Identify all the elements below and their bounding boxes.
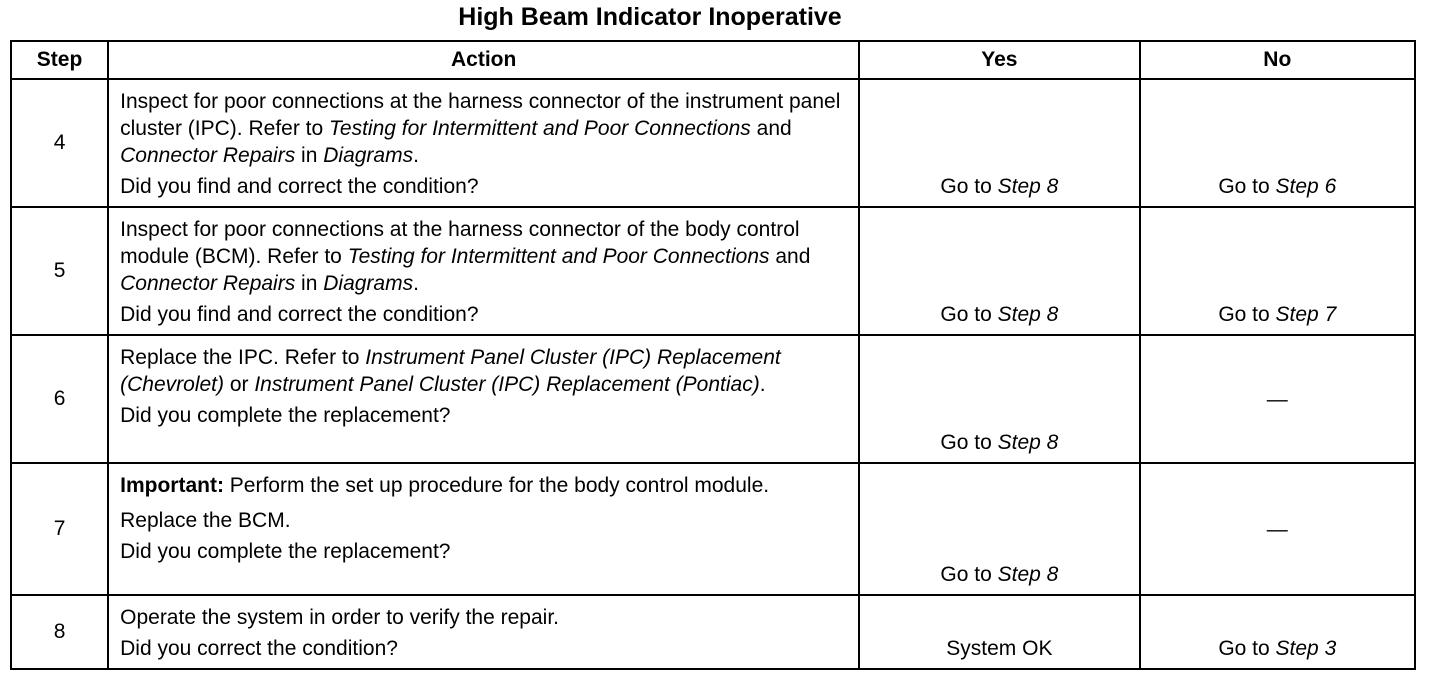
reference-link[interactable]: Testing for Intermittent and Poor Connections [347, 245, 770, 268]
action-cell [108, 335, 859, 463]
step-reference[interactable]: Step 7 [1275, 303, 1337, 326]
table-row [11, 595, 1415, 669]
step-number: 8 [11, 595, 108, 669]
step-reference[interactable]: Step 8 [997, 303, 1059, 326]
no-cell: — [1140, 335, 1415, 463]
header-action: Action [108, 41, 859, 79]
no-cell[interactable]: Go to Step 3 [1140, 595, 1415, 669]
step-number: 4 [11, 79, 108, 207]
reference-link[interactable]: Instrument Panel Cluster (IPC) Replacement (Chevrolet) [120, 346, 781, 396]
action-text: Replace the BCM. [120, 509, 291, 532]
reference-link[interactable]: Instrument Panel Cluster (IPC) Replacement (Pontiac) [254, 373, 760, 396]
action-question: Did you complete the replacement? [120, 404, 451, 427]
header-step: Step [11, 41, 108, 79]
yes-cell[interactable]: Go to Step 8 [859, 207, 1139, 335]
action-question: Did you find and correct the condition? [120, 175, 479, 198]
reference-link[interactable]: Diagrams [323, 144, 414, 167]
diagnostic-table [10, 40, 1416, 670]
yes-cell[interactable]: Go to Step 8 [859, 463, 1139, 595]
action-question: Did you complete the replacement? [120, 540, 451, 563]
action-cell [108, 207, 859, 335]
table-row [11, 79, 1415, 207]
step-reference[interactable]: Step 8 [997, 563, 1059, 586]
action-text: Replace the IPC. Refer to Instrument Panel Cluster (IPC) Replacement (Chevrolet) or Instrument Panel Cluster (IPC) Replacement (Pontiac). [120, 346, 781, 396]
action-question: Did you correct the condition? [120, 637, 398, 660]
reference-link[interactable]: Connector Repairs [120, 144, 296, 167]
header-no: No [1140, 41, 1415, 79]
important-label: Important: [120, 474, 224, 497]
step-number: 6 [11, 335, 108, 463]
table-header-row [11, 41, 1415, 79]
step-reference[interactable]: Step 6 [1275, 175, 1337, 198]
action-text: Operate the system in order to verify the repair. [120, 606, 559, 629]
table-row [11, 207, 1415, 335]
step-number: 7 [11, 463, 108, 595]
no-cell: — [1140, 463, 1415, 595]
step-number: 5 [11, 207, 108, 335]
yes-cell[interactable]: Go to Step 8 [859, 335, 1139, 463]
no-cell[interactable]: Go to Step 6 [1140, 79, 1415, 207]
action-cell [108, 79, 859, 207]
header-yes: Yes [859, 41, 1139, 79]
action-text: Inspect for poor connections at the harness connector of the body control module (BCM). Refer to Testing for Intermittent and Poor Connections and Connector Repairs in Diagrams. [120, 218, 811, 295]
step-reference[interactable]: Step 3 [1275, 637, 1337, 660]
reference-link[interactable]: Connector Repairs [120, 272, 296, 295]
page-title: High Beam Indicator Inoperative [458, 3, 842, 31]
table-row [11, 335, 1415, 463]
reference-link[interactable]: Testing for Intermittent and Poor Connections [329, 117, 751, 140]
yes-cell: System OK [859, 595, 1139, 669]
yes-cell[interactable]: Go to Step 8 [859, 79, 1139, 207]
action-cell [108, 595, 859, 669]
important-note: Important: Perform the set up procedure for the body control module. [120, 474, 770, 497]
table-row [11, 463, 1415, 595]
reference-link[interactable]: Diagrams [323, 272, 414, 295]
action-text: Inspect for poor connections at the harness connector of the instrument panel cluster (IPC). Refer to Testing for Intermittent and Poor Connections and Connector Repairs in Diagrams. [120, 90, 841, 167]
step-reference[interactable]: Step 8 [997, 175, 1059, 198]
no-cell[interactable]: Go to Step 7 [1140, 207, 1415, 335]
action-question: Did you find and correct the condition? [120, 303, 479, 326]
action-cell [108, 463, 859, 595]
step-reference[interactable]: Step 8 [997, 431, 1059, 454]
